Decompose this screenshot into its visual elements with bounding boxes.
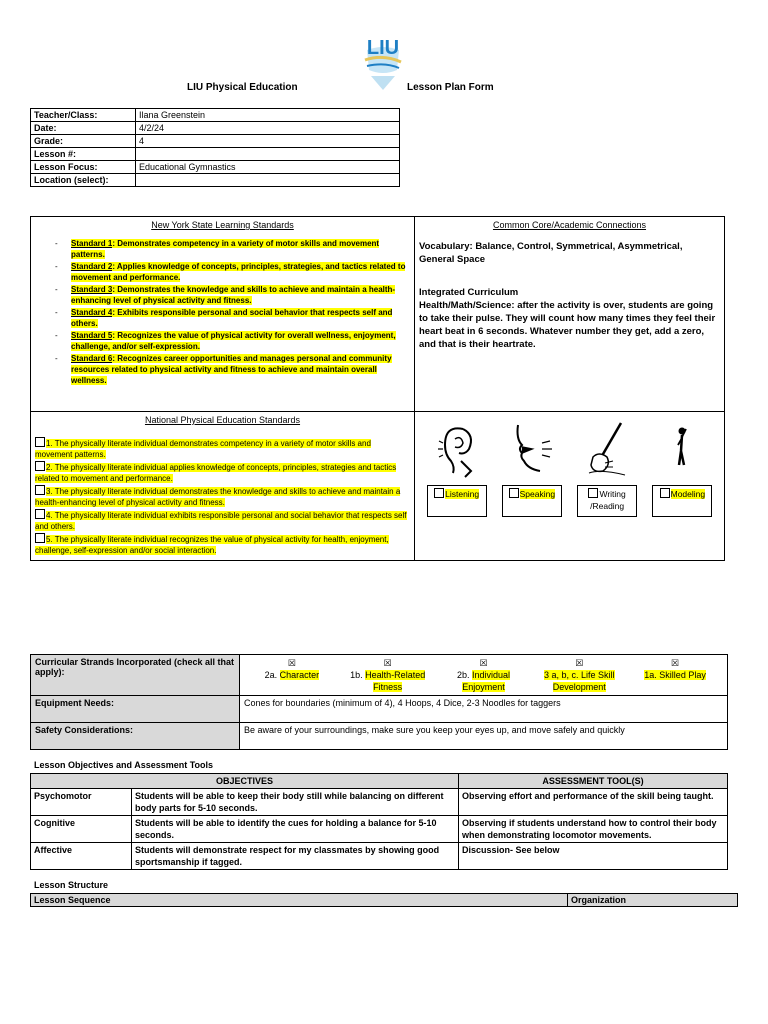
modality-listening — [426, 421, 488, 517]
objective-text[interactable]: Students will be able to identify the cues for holding a balance for 5-10 seconds. — [132, 816, 459, 843]
form-title-right: Lesson Plan Form — [407, 82, 494, 93]
checkbox[interactable] — [35, 461, 45, 471]
national-standard-item[interactable]: 1. The physically literate individual demonstrates competency in a variety of motor skills and movement patterns. — [35, 439, 371, 459]
checked-box-icon: ☒ — [287, 658, 296, 668]
objective-text[interactable]: Students will demonstrate respect for my classmates by showing good sportsmanship if tagged. — [132, 843, 459, 870]
strand-option[interactable]: ☒ 2b. Individual Enjoyment — [437, 657, 529, 693]
checked-box-icon: ☒ — [479, 658, 488, 668]
grade-value[interactable]: 4 — [136, 135, 400, 148]
objectives-header: OBJECTIVES — [31, 774, 459, 789]
info-row — [31, 161, 400, 174]
safety-value[interactable]: Be aware of your surroundings, make sure you keep your eyes up, and move safely and quickly — [240, 723, 728, 750]
equipment-value[interactable]: Cones for boundaries (minimum of 4), 4 Hoops, 4 Dice, 2-3 Noodles for taggers — [240, 696, 728, 723]
strand-option[interactable]: ☒ 3 a, b, c. Life Skill Development — [533, 657, 625, 693]
form-title-left: LIU Physical Education — [187, 82, 298, 93]
assessment-text[interactable]: Discussion- See below — [459, 843, 728, 870]
national-standard-item[interactable]: 4. The physically literate individual exhibits responsible personal and social behavior that respects self and others. — [35, 511, 407, 531]
date-value[interactable]: 4/2/24 — [136, 122, 400, 135]
checked-box-icon: ☒ — [383, 658, 392, 668]
nys-standard-item: - Standard 5: Recognizes the value of physical activity for overall wellness, enjoyment, challenge, and/or self-expression. — [55, 331, 396, 351]
checked-box-icon: ☒ — [671, 658, 680, 668]
strand-option[interactable]: ☒ 1a. Skilled Play — [629, 657, 721, 693]
person-figure-icon — [660, 421, 704, 479]
standards-table — [30, 216, 725, 561]
modality-writing-reading — [576, 421, 638, 517]
national-standards-cell — [31, 412, 415, 561]
assessment-header: ASSESSMENT TOOL(S) — [459, 774, 728, 789]
integrated-title: Integrated Curriculum — [419, 287, 519, 298]
modeling-checkbox-label[interactable]: Modeling — [652, 485, 712, 517]
checkbox[interactable] — [35, 509, 45, 519]
info-label: Grade: — [31, 135, 136, 148]
lesson-focus-value[interactable]: Educational Gymnastics — [136, 161, 400, 174]
nys-standards-title: New York State Learning Standards — [151, 220, 294, 230]
objective-row — [31, 843, 728, 870]
info-label: Location (select): — [31, 174, 136, 187]
checkbox[interactable] — [35, 485, 45, 495]
nys-standard-item: - Standard 2: Applies knowledge of concepts, principles, strategies, and tactics related to movement and performance. — [55, 262, 406, 282]
safety-label: Safety Considerations: — [31, 723, 240, 750]
liu-logo — [357, 32, 409, 90]
objective-row — [31, 816, 728, 843]
checked-box-icon: ☒ — [575, 658, 584, 668]
info-label: Lesson Focus: — [31, 161, 136, 174]
equipment-label: Equipment Needs: — [31, 696, 240, 723]
info-row — [31, 135, 400, 148]
vocabulary-text: Vocabulary: Balance, Control, Symmetrical, Asymmetrical, General Space — [419, 241, 683, 265]
writing-reading-checkbox-label[interactable]: Writing /Reading — [577, 485, 637, 517]
strand-option[interactable]: ☒ 1b. Health-Related Fitness — [342, 657, 434, 693]
assessment-text[interactable]: Observing effort and performance of the skill being taught. — [459, 789, 728, 816]
lesson-structure-table — [30, 893, 738, 907]
teacher-info-table — [30, 108, 400, 187]
modality-modeling — [651, 421, 713, 517]
domain-label: Affective — [31, 843, 132, 870]
objectives-section-title: Lesson Objectives and Assessment Tools — [34, 760, 214, 770]
domain-label: Cognitive — [31, 816, 132, 843]
info-label: Teacher/Class: — [31, 109, 136, 122]
national-standards-title: National Physical Education Standards — [144, 415, 301, 425]
lesson-structure-title: Lesson Structure — [34, 880, 109, 890]
speaking-checkbox-label[interactable]: Speaking — [502, 485, 562, 517]
checkbox[interactable] — [35, 437, 45, 447]
listening-checkbox-label[interactable]: Listening — [427, 485, 487, 517]
strand-option[interactable]: ☒ 2a. Character — [246, 657, 338, 693]
domain-label: Psychomotor — [31, 789, 132, 816]
checkbox[interactable] — [35, 533, 45, 543]
integrated-text: Health/Math/Science: after the activity is over, students are going to take their pulse. They will count how many times they feel their heart beat in 6 seconds. Whatever number they get, add a zero, and that is their heartrate. — [419, 300, 716, 350]
svg-text:LIU: LIU — [366, 37, 400, 59]
objective-row — [31, 789, 728, 816]
common-core-cell — [415, 217, 725, 412]
assessment-text[interactable]: Observing if students understand how to control their body when demonstrating locomotor movements. — [459, 816, 728, 843]
modalities-cell — [415, 412, 725, 561]
nys-standard-item: - Standard 3: Demonstrates the knowledge and skills to achieve and maintain a health-enhancing level of physical activity and fitness. — [55, 285, 396, 305]
common-core-title: Common Core/Academic Connections — [492, 220, 647, 230]
info-label: Lesson #: — [31, 148, 136, 161]
curricular-strands-table — [30, 654, 728, 750]
objective-text[interactable]: Students will be able to keep their body still while balancing on different body parts for 5-10 seconds. — [132, 789, 459, 816]
objectives-table — [30, 773, 728, 870]
location-select[interactable] — [136, 174, 400, 187]
strands-label: Curricular Strands Incorporated (check all that apply): — [31, 655, 240, 696]
teacher-value[interactable]: Ilana Greenstein — [136, 109, 400, 122]
national-standard-item[interactable]: 5. The physically literate individual recognizes the value of physical activity for health, enjoyment, challenge, self-expression and/or social interaction. — [35, 535, 389, 555]
info-row — [31, 109, 400, 122]
organization-header: Organization — [568, 894, 738, 907]
national-standard-item[interactable]: 2. The physically literate individual applies knowledge of concepts, principles, strategies and tactics related to movement and performance. — [35, 463, 397, 483]
modality-speaking — [501, 421, 563, 517]
ear-icon — [435, 421, 479, 479]
nys-standard-item: - Standard 6: Recognizes career opportunities and manages personal and community resources related to physical activity and fitness to achieve and maintain overall wellness. — [55, 354, 392, 385]
mouth-icon — [510, 421, 554, 479]
nys-standards-cell — [31, 217, 415, 412]
info-row — [31, 148, 400, 161]
lesson-number-value[interactable] — [136, 148, 400, 161]
info-row — [31, 122, 400, 135]
pen-hand-icon — [585, 421, 629, 479]
nys-standard-item: - Standard 1: Demonstrates competency in a variety of motor skills and movement patterns. — [55, 239, 380, 259]
national-standard-item[interactable]: 3. The physically literate individual demonstrates the knowledge and skills to achieve and maintain a health-enhancing level of physical activity and fitness. — [35, 487, 401, 507]
info-row — [31, 174, 400, 187]
lesson-sequence-header: Lesson Sequence — [31, 894, 568, 907]
nys-standard-item: - Standard 4: Exhibits responsible personal and social behavior that respects self and others. — [55, 308, 393, 328]
info-label: Date: — [31, 122, 136, 135]
strands-options — [240, 655, 728, 696]
